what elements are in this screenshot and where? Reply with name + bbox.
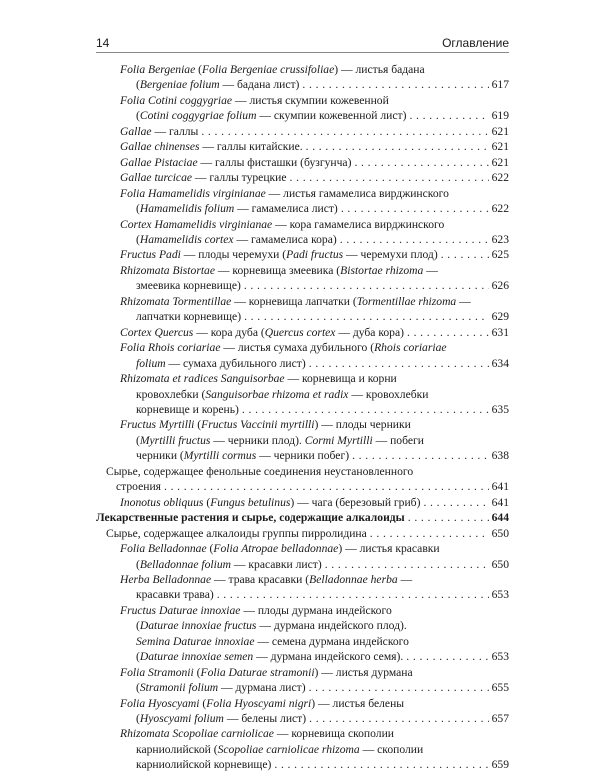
latin-term: Herba Belladonnae [120,572,212,586]
latin-term: Folia Hyoscyami nigri [206,696,312,710]
toc-entry-line [120,711,509,726]
text-run: карниолийской корневище) [136,758,272,772]
latin-term: Fructus Vaccinii myrtilli [201,418,315,432]
dot-leader [370,526,489,541]
text-run: — бадана лист) [219,78,300,92]
text-run: — кровохлебки [348,387,429,401]
latin-term: Bistortae rhizoma [340,263,424,277]
text-run: — листья скумпии кожевенной [232,93,389,107]
text-run: ( [195,63,202,76]
toc-entry-line [120,340,509,355]
toc-page-number: 638 [491,449,509,463]
toc-page-number: 621 [491,140,509,154]
dot-leader [441,247,489,262]
latin-term: Rhizomata Bistortae [120,263,216,277]
toc-entry-line [120,356,509,371]
toc-entry-line [120,618,509,633]
text-run: лапчатки корневище) [136,310,242,324]
toc-entry [96,124,509,139]
toc-entry-line [120,680,509,695]
latin-term: Hamamelidis cortex [139,232,234,246]
toc-entry-text [136,680,306,695]
toc-entry-line [120,402,509,417]
toc-entry-text [136,433,424,448]
dot-leader [306,139,489,154]
toc-entry-line [120,278,509,293]
toc-page-number: 623 [491,232,509,246]
toc-entry [96,170,509,185]
toc-entry-text [136,757,271,772]
toc-entry-line [120,201,509,216]
toc-entry-line [120,263,509,278]
latin-term: Folia Cotini coggygriae [120,93,233,107]
latin-term: Hamamelidis folium [139,202,235,216]
toc-page-number: 641 [491,480,509,494]
toc-entry-line [120,294,509,309]
text-run: — побеги [372,433,424,447]
dot-leader [242,402,489,417]
latin-term: Rhizomata Tormentillae [120,294,232,308]
toc-entry-text [120,62,425,77]
toc-entry-text [136,587,214,602]
toc-entry-text [136,77,299,92]
text-run: ) — листья белены [311,696,405,710]
latin-term: Myrtilli cormus [183,449,257,463]
text-run: — корневища лапчатки ( [231,294,357,308]
text-run: ( [136,232,140,246]
toc-entry-line [120,448,509,463]
text-run: — галлы турецкие [192,171,287,185]
text-run: карниолийской ( [136,742,218,756]
toc-entry-line [120,77,509,92]
text-run: — белены лист) [223,712,307,726]
toc-entry-line [120,186,509,201]
toc-page-number: 617 [491,78,509,92]
text-run: — сумаха дубильного лист) [165,356,306,370]
text-run: — кора дуба ( [193,325,265,339]
toc-entry [96,62,509,93]
toc-entry-line [120,371,509,386]
latin-term: Fungus betulinus [210,495,291,509]
toc-entry-line [120,139,509,154]
text-run: Сырье, содержащее алкалоиды группы пирролидина [106,526,367,540]
toc-entry-text [136,557,322,572]
latin-term: Folia Bergeniae crussifoliae [202,63,335,76]
text-run: ( [136,433,140,447]
text-run: — [456,294,471,308]
toc-entry-line [120,495,509,510]
text-run: — семена дурмана индейского [254,634,409,648]
toc-page-number: 641 [491,495,509,509]
toc-entry-line [120,665,509,680]
toc-entry-line [120,217,509,232]
text-run: корневище и корень) [136,402,239,416]
text-run: — трава красавки ( [211,572,310,586]
latin-term: Gallae Pistaciae [120,155,198,169]
text-run: — [423,263,438,277]
latin-term: Stramonii folium [139,681,219,695]
toc-entry [96,572,509,603]
text-run: змеевика корневище) [136,279,241,293]
dot-leader [340,232,489,247]
toc-page-number: 650 [491,526,509,540]
latin-term: folium [136,356,166,370]
latin-term: Semina Daturae innoxiae [136,634,255,648]
toc-entry-text [120,696,404,711]
toc-entry-text [106,526,367,541]
text-run: — скополии [359,742,424,756]
toc-entry-line [120,417,509,432]
toc-entry [96,603,509,665]
latin-term: Folia Belladonnae [120,542,207,556]
toc-entry-text [136,278,241,293]
toc-entry [96,155,509,170]
text-run: — плоды дурмана индейского [240,603,392,617]
latin-term: Fructus Padi [120,248,181,262]
text-run: — листья сумаха дубильного ( [220,341,375,355]
dot-leader [201,124,488,139]
text-run: — черемухи плод) [343,248,438,262]
text-run: — черники побег) [256,449,350,463]
text-run: черники ( [136,449,184,463]
toc-entry-line [120,757,509,772]
dot-leader [309,711,489,726]
toc-entry-line [120,726,509,741]
toc-entry-line [120,309,509,324]
latin-term: Folia Hyoscyami [120,696,200,710]
toc-entry-line [96,510,509,525]
dot-leader [290,170,489,185]
toc-page-number: 634 [491,356,509,370]
text-run: ( [136,712,140,726]
text-run: — дурмана лист) [218,681,306,695]
latin-term: Cortex Quercus [120,325,194,339]
toc-entry-text [120,93,389,108]
latin-term: Hyoscyami folium [139,712,224,726]
toc-entry-text [136,108,406,123]
toc-entry-text [136,402,239,417]
toc-page-number: 626 [491,279,509,293]
page-header [96,33,509,53]
toc-entry-line [120,124,509,139]
text-run: — корневища змеевика ( [215,263,341,277]
latin-term: Quercus cortex [264,325,336,339]
latin-term: Cormi Myrtilli [304,433,373,447]
toc-entry-text [106,464,413,479]
dot-leader [274,757,488,772]
latin-term: Rhizomata et radices Sanguisorbae [120,372,285,386]
toc-entry-line [120,62,509,77]
text-run: ( [136,109,140,123]
text-run: красавки трава) [136,588,214,602]
dot-leader [164,479,489,494]
latin-term: Folia Bergeniae [120,63,196,76]
toc-entry-text [120,726,394,741]
toc-entry [96,371,509,417]
dot-leader [408,510,489,525]
text-run: ( [136,557,140,571]
latin-term: Myrtilli fructus [139,433,211,447]
latin-term: Gallae chinenses [120,140,200,154]
toc-page-number: 625 [491,248,509,262]
toc-entry [96,186,509,217]
text-run: — корневища и корни [284,372,397,386]
toc-page-number: 653 [491,650,509,664]
toc-entry [96,217,509,248]
latin-term: Padi fructus [286,248,344,262]
toc-entry-line [120,108,509,123]
latin-term: Scopoliae carniolicae rhizoma [217,742,360,756]
dot-leader [407,325,489,340]
text-run: — дурмана индейского плод). [256,619,407,633]
text-run: — [397,572,413,586]
text-run: — галлы китайские. [199,140,303,154]
text-run: — корневища скополии [273,727,394,741]
latin-term: Cortex Hamamelidis virginianae [120,217,273,231]
text-run: ( [193,665,201,679]
latin-term: Rhizomata Scopoliae carniolicae [120,727,274,741]
text-run: — дуба кора) [335,325,404,339]
toc-entry-line [120,557,509,572]
toc-entry [96,541,509,572]
latin-term: Folia Rhois coriariae [120,341,221,355]
text-run: — кора гамамелиса вирджинского [272,217,445,231]
dot-leader [354,155,488,170]
toc-entry [96,495,509,510]
latin-term: Folia Stramonii [120,665,194,679]
toc-entry-text [120,340,447,355]
toc-entry-text [120,217,444,232]
toc-entry-text [136,387,428,402]
toc-entry-line [106,526,509,541]
header-rule [96,52,509,53]
latin-term: Bergeniae folium [139,78,220,92]
toc-entry-text [136,618,407,633]
toc-entry-line [120,387,509,402]
toc-entry [96,340,509,371]
toc-page-number: 659 [491,758,509,772]
toc-entry-text [120,541,440,556]
toc-entry-line [120,603,509,618]
toc-entry [96,294,509,325]
toc-page-number: 653 [491,588,509,602]
toc-entry-text [136,634,409,649]
text-run: ( [203,495,211,509]
latin-term: Belladonnae herba [309,572,398,586]
toc-entry-line [120,433,509,448]
toc-page-number: 657 [491,712,509,726]
toc-entry [96,665,509,696]
dot-leader [409,108,488,123]
toc-entry-line [120,155,509,170]
latin-term: Gallae [120,124,152,138]
latin-term: Belladonnae folium [139,557,232,571]
toc-entry-line [120,696,509,711]
toc-page-number: 622 [491,171,509,185]
latin-term: Gallae turcicae [120,171,193,185]
latin-term: Daturae innoxiae semen [139,650,254,664]
text-run: Лекарственные растения и сырье, содержащие алкалоиды [96,511,405,525]
latin-term: Daturae innoxiae fructus [139,619,257,633]
text-run: кровохлебки ( [136,387,206,401]
toc-entry-line [120,541,509,556]
dot-leader [325,557,489,572]
text-run: — листья гамамелиса вирджинского [265,186,449,200]
latin-term: Folia Daturae stramonii [200,665,315,679]
table-of-contents [96,62,509,773]
text-run: ) — листья бадана [334,63,425,76]
toc-entry-text [120,247,438,262]
latin-term: Folia Hamamelidis virginianae [120,186,266,200]
toc-page-number: 631 [491,325,509,339]
toc-entry [96,93,509,124]
toc-entry-text [136,356,306,371]
toc-entry-text [136,201,338,216]
dot-leader [244,278,489,293]
toc-entry-line [120,325,509,340]
text-run: ( [206,542,214,556]
dot-leader [406,649,488,664]
toc-entry-text [120,495,420,510]
toc-entry-line [120,572,509,587]
text-run: ( [136,681,140,695]
toc-entry-text [116,479,161,494]
text-run: — гамамелиса лист) [234,202,338,216]
text-run: ( [136,202,140,216]
toc-group-entry [96,464,509,495]
toc-page-number: 621 [491,124,509,138]
dot-leader [309,356,489,371]
toc-entry-text [120,325,404,340]
toc-entry-text [120,294,471,309]
toc-entry-text [96,510,405,525]
text-run: ( [136,619,140,633]
toc-page-number: 655 [491,681,509,695]
toc-entry-line [106,464,509,479]
toc-entry-line [120,93,509,108]
dot-leader [352,448,489,463]
toc-page-number: 629 [491,310,509,324]
latin-term: Fructus Daturae innoxiae [120,603,241,617]
toc-entry [96,139,509,154]
dot-leader [309,680,489,695]
latin-term: Sanguisorbae rhizoma et radix [205,387,349,401]
text-run: — гамамелиса кора) [233,232,337,246]
toc-entry-text [120,139,303,154]
toc-entry-text [120,170,287,185]
toc-entry-text [136,309,241,324]
dot-leader [244,309,489,324]
toc-entry [96,247,509,262]
latin-term: Rhois coriariae [374,341,447,355]
text-run: ) — листья красавки [338,542,440,556]
toc-entry-text [120,186,449,201]
toc-page-number: 622 [491,202,509,216]
dot-leader [217,587,489,602]
toc-entry-line [120,587,509,602]
latin-term: Fructus Myrtilli [120,418,195,432]
toc-entry-text [120,603,392,618]
text-run: — красавки лист) [231,557,322,571]
text-run: строения [116,480,161,494]
toc-section-heading [96,510,509,525]
dot-leader [423,495,488,510]
toc-entry-text [120,155,351,170]
toc-entry-text [120,665,413,680]
toc-entry-text [136,711,306,726]
toc-entry [96,417,509,463]
latin-term: Cotini coggygriae folium [139,109,257,123]
text-run: ( [194,418,202,432]
page-number: 14 [96,36,110,50]
text-run: — галлы [151,124,199,138]
text-run: Сырье, содержащее фенольные соединения неустановленного [106,464,414,478]
text-run: ) — листья дурмана [314,665,413,679]
text-run: — черники плод). [210,433,305,447]
toc-entry-line [120,232,509,247]
toc-entry-text [120,124,198,139]
text-run: — плоды черемухи ( [180,248,287,262]
toc-entry [96,263,509,294]
latin-term: Inonotus obliquus [120,495,204,509]
text-run: — галлы фисташки (бузгунча) [197,155,352,169]
toc-entry-line [120,634,509,649]
toc-entry-text [136,649,403,664]
toc-entry-text [120,263,438,278]
toc-entry-text [120,371,397,386]
dot-leader [302,77,488,92]
running-title: Оглавление [442,36,509,50]
toc-entry [96,325,509,340]
toc-page-number: 619 [491,109,509,123]
latin-term: Folia Atropae belladonnae [213,542,339,556]
text-run: ( [136,650,140,664]
toc-entry-text [136,448,349,463]
toc-entry-line [120,170,509,185]
toc-group-entry [96,526,509,541]
text-run: ) — плоды черники [314,418,411,432]
toc-entry-line [106,479,509,494]
toc-page-number: 644 [491,511,509,525]
toc-entry [96,696,509,727]
text-run: — скумпии кожевенной лист) [256,109,407,123]
toc-page-number: 621 [491,155,509,169]
toc-entry-text [136,232,337,247]
text-run: ) — чага (березовый гриб) [290,495,421,509]
toc-page-number: 635 [491,402,509,416]
text-run: ( [136,78,140,92]
dot-leader [341,201,489,216]
toc-entry-text [120,572,412,587]
latin-term: Tormentillae rhizoma [356,294,457,308]
text-run: — дурмана индейского семя). [253,650,404,664]
text-run: ( [199,696,207,710]
toc-page-number: 650 [491,557,509,571]
toc-entry-text [120,417,411,432]
toc-entry-line [120,649,509,664]
toc-entry-line [120,247,509,262]
